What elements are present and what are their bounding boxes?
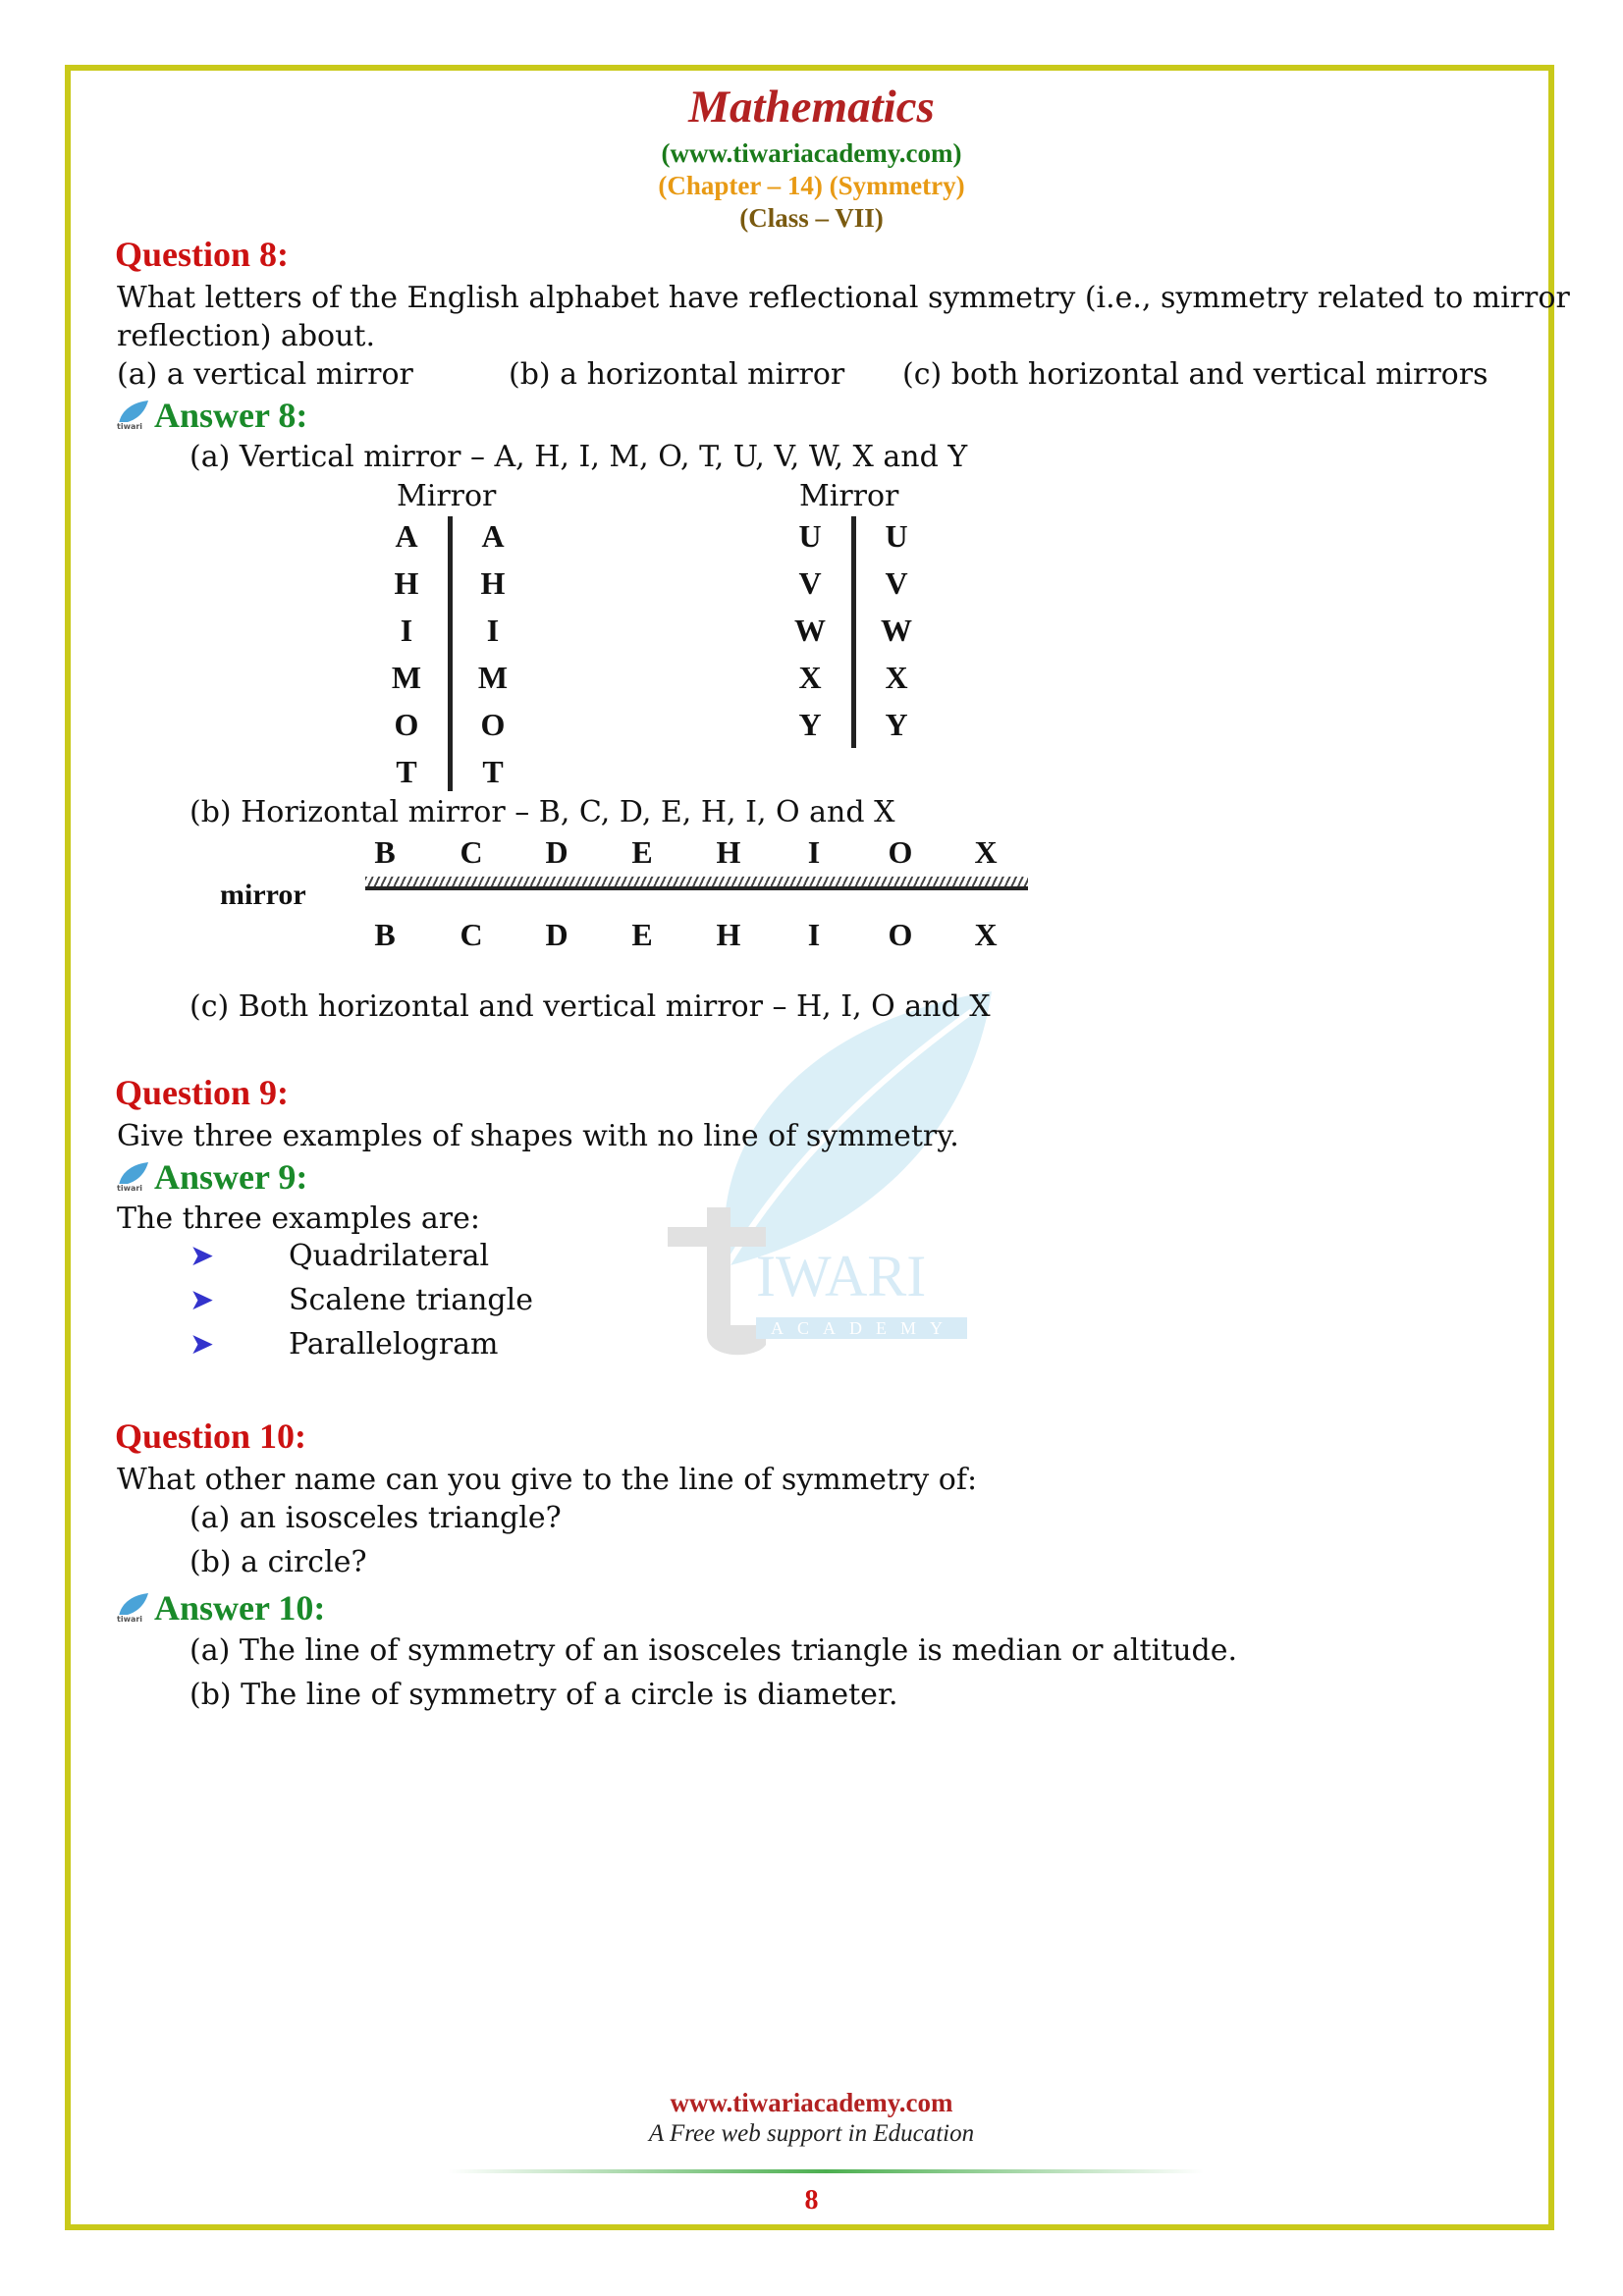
mirror-letter-reflection: M — [477, 660, 509, 695]
header-chapter: (Chapter – 14) (Symmetry) — [658, 171, 965, 200]
mirror-letter: I — [807, 834, 821, 870]
mirror-letter: C — [460, 834, 483, 870]
vertical-mirror-label-left: Mirror — [397, 479, 497, 513]
mirror-letter: B — [374, 834, 396, 870]
answer-8-heading-text: Answer 8: — [154, 396, 308, 435]
svg-text:tiwari: tiwari — [117, 422, 143, 430]
mirror-letter-reflection: H — [716, 917, 741, 952]
mirror-letter-reflection: X — [885, 660, 908, 695]
mirror-letter: W — [794, 613, 826, 648]
mirror-letter: A — [395, 518, 418, 554]
mirror-letter-reflection: X — [974, 917, 998, 952]
mirror-letter: T — [396, 754, 417, 789]
question-8-text-line2: reflection) about. — [117, 319, 375, 353]
arrow-bullet-icon: ➤ — [189, 1239, 215, 1273]
tiwari-leaf-icon — [115, 1591, 150, 1623]
mirror-letter-reflection: U — [885, 518, 908, 554]
mirror-letter-reflection: H — [480, 565, 506, 601]
mirror-letter-reflection: W — [881, 613, 912, 648]
mirror-letter-reflection: O — [480, 707, 506, 742]
tiwari-leaf-icon — [115, 1160, 150, 1192]
tiwari-leaf-icon — [115, 399, 150, 430]
arrow-bullet-icon: ➤ — [189, 1327, 215, 1362]
svg-text:tiwari: tiwari — [117, 1184, 143, 1192]
answer-9-intro: The three examples are: — [117, 1201, 480, 1236]
question-8-option-c: (c) both horizontal and vertical mirrors — [902, 357, 1488, 392]
mirror-letter: V — [798, 565, 822, 601]
question-10-option-a: (a) an isosceles triangle? — [189, 1501, 562, 1535]
question-8-option-b: (b) a horizontal mirror — [509, 357, 845, 392]
watermark-word: IWARI — [756, 1244, 927, 1308]
mirror-letter: X — [798, 660, 822, 695]
answer-10-line-b: (b) The line of symmetry of a circle is diameter. — [189, 1678, 898, 1712]
mirror-letter: D — [545, 834, 568, 870]
question-9-heading: Question 9: — [115, 1073, 290, 1112]
page-number: 8 — [804, 2185, 819, 2216]
header-site: (www.tiwariacademy.com) — [661, 138, 962, 168]
answer-8-part-b: (b) Horizontal mirror – B, C, D, E, H, I, O and X — [189, 795, 895, 829]
question-8-option-a: (a) a vertical mirror — [117, 357, 413, 392]
mirror-letter: I — [400, 613, 413, 648]
horizontal-mirror-line — [365, 886, 1028, 890]
tiwari-academy-watermark — [648, 972, 1001, 1368]
mirror-letter: O — [888, 834, 913, 870]
mirror-letter-reflection: I — [486, 613, 500, 648]
answer-9-heading-text: Answer 9: — [154, 1157, 308, 1197]
mirror-letter-reflection: E — [631, 917, 653, 952]
mirror-letter: O — [394, 707, 419, 742]
mirror-letter: E — [631, 834, 653, 870]
header-class: (Class – VII) — [739, 203, 884, 233]
mirror-letter-reflection: T — [482, 754, 504, 789]
mirror-letter-reflection: I — [807, 917, 821, 952]
mirror-letter: H — [716, 834, 741, 870]
answer-10-heading — [115, 1587, 325, 1629]
mirror-letter: H — [394, 565, 419, 601]
mirror-letter-reflection: B — [374, 917, 396, 952]
mirror-letter: X — [974, 834, 998, 870]
mirror-letter-reflection: V — [885, 565, 908, 601]
answer-8-part-c: (c) Both horizontal and vertical mirror – H, I, O and X — [189, 989, 991, 1024]
mirror-letter-reflection: D — [545, 917, 568, 952]
svg-text:tiwari: tiwari — [117, 1615, 143, 1623]
page-title: Mathematics — [688, 81, 935, 133]
mirror-letter: M — [391, 660, 422, 695]
question-10-heading: Question 10: — [115, 1416, 307, 1456]
mirror-letter: U — [798, 518, 822, 554]
answer-8-heading — [115, 395, 307, 436]
vertical-mirror-line-right — [851, 516, 856, 748]
answer-8-part-a: (a) Vertical mirror – A, H, I, M, O, T, U, V, W, X and Y — [189, 440, 968, 474]
question-10-text: What other name can you give to the line of symmetry of: — [117, 1463, 978, 1497]
vertical-mirror-line-left — [448, 516, 453, 791]
horizontal-mirror-hatching — [365, 877, 1028, 886]
answer-9-item: Parallelogram — [289, 1327, 499, 1362]
mirror-letter-reflection: Y — [885, 707, 908, 742]
question-9-text: Give three examples of shapes with no line of symmetry. — [117, 1119, 959, 1153]
mirror-letter-reflection: O — [888, 917, 913, 952]
footer-site: www.tiwariacademy.com — [670, 2088, 953, 2117]
vertical-mirror-label-right: Mirror — [799, 479, 899, 513]
question-8-text-line1: What letters of the English alphabet have reflectional symmetry (i.e., symmetry related to mirror — [117, 281, 1570, 315]
answer-9-item: Quadrilateral — [289, 1239, 490, 1273]
answer-9-item: Scalene triangle — [289, 1283, 533, 1317]
mirror-letter-reflection: A — [481, 518, 505, 554]
mirror-letter-reflection: C — [460, 917, 483, 952]
question-10-option-b: (b) a circle? — [189, 1545, 367, 1579]
footer-divider — [448, 2169, 1204, 2173]
answer-9-heading — [115, 1156, 307, 1198]
arrow-bullet-icon: ➤ — [189, 1283, 215, 1317]
question-8-heading: Question 8: — [115, 235, 290, 274]
watermark-sub: ACADEMY — [771, 1318, 957, 1338]
answer-10-heading-text: Answer 10: — [154, 1588, 326, 1628]
answer-10-line-a: (a) The line of symmetry of an isosceles triangle is median or altitude. — [189, 1633, 1238, 1668]
footer-tagline: A Free web support in Education — [648, 2120, 975, 2147]
horizontal-mirror-label: mirror — [220, 879, 306, 911]
mirror-letter: Y — [798, 707, 822, 742]
